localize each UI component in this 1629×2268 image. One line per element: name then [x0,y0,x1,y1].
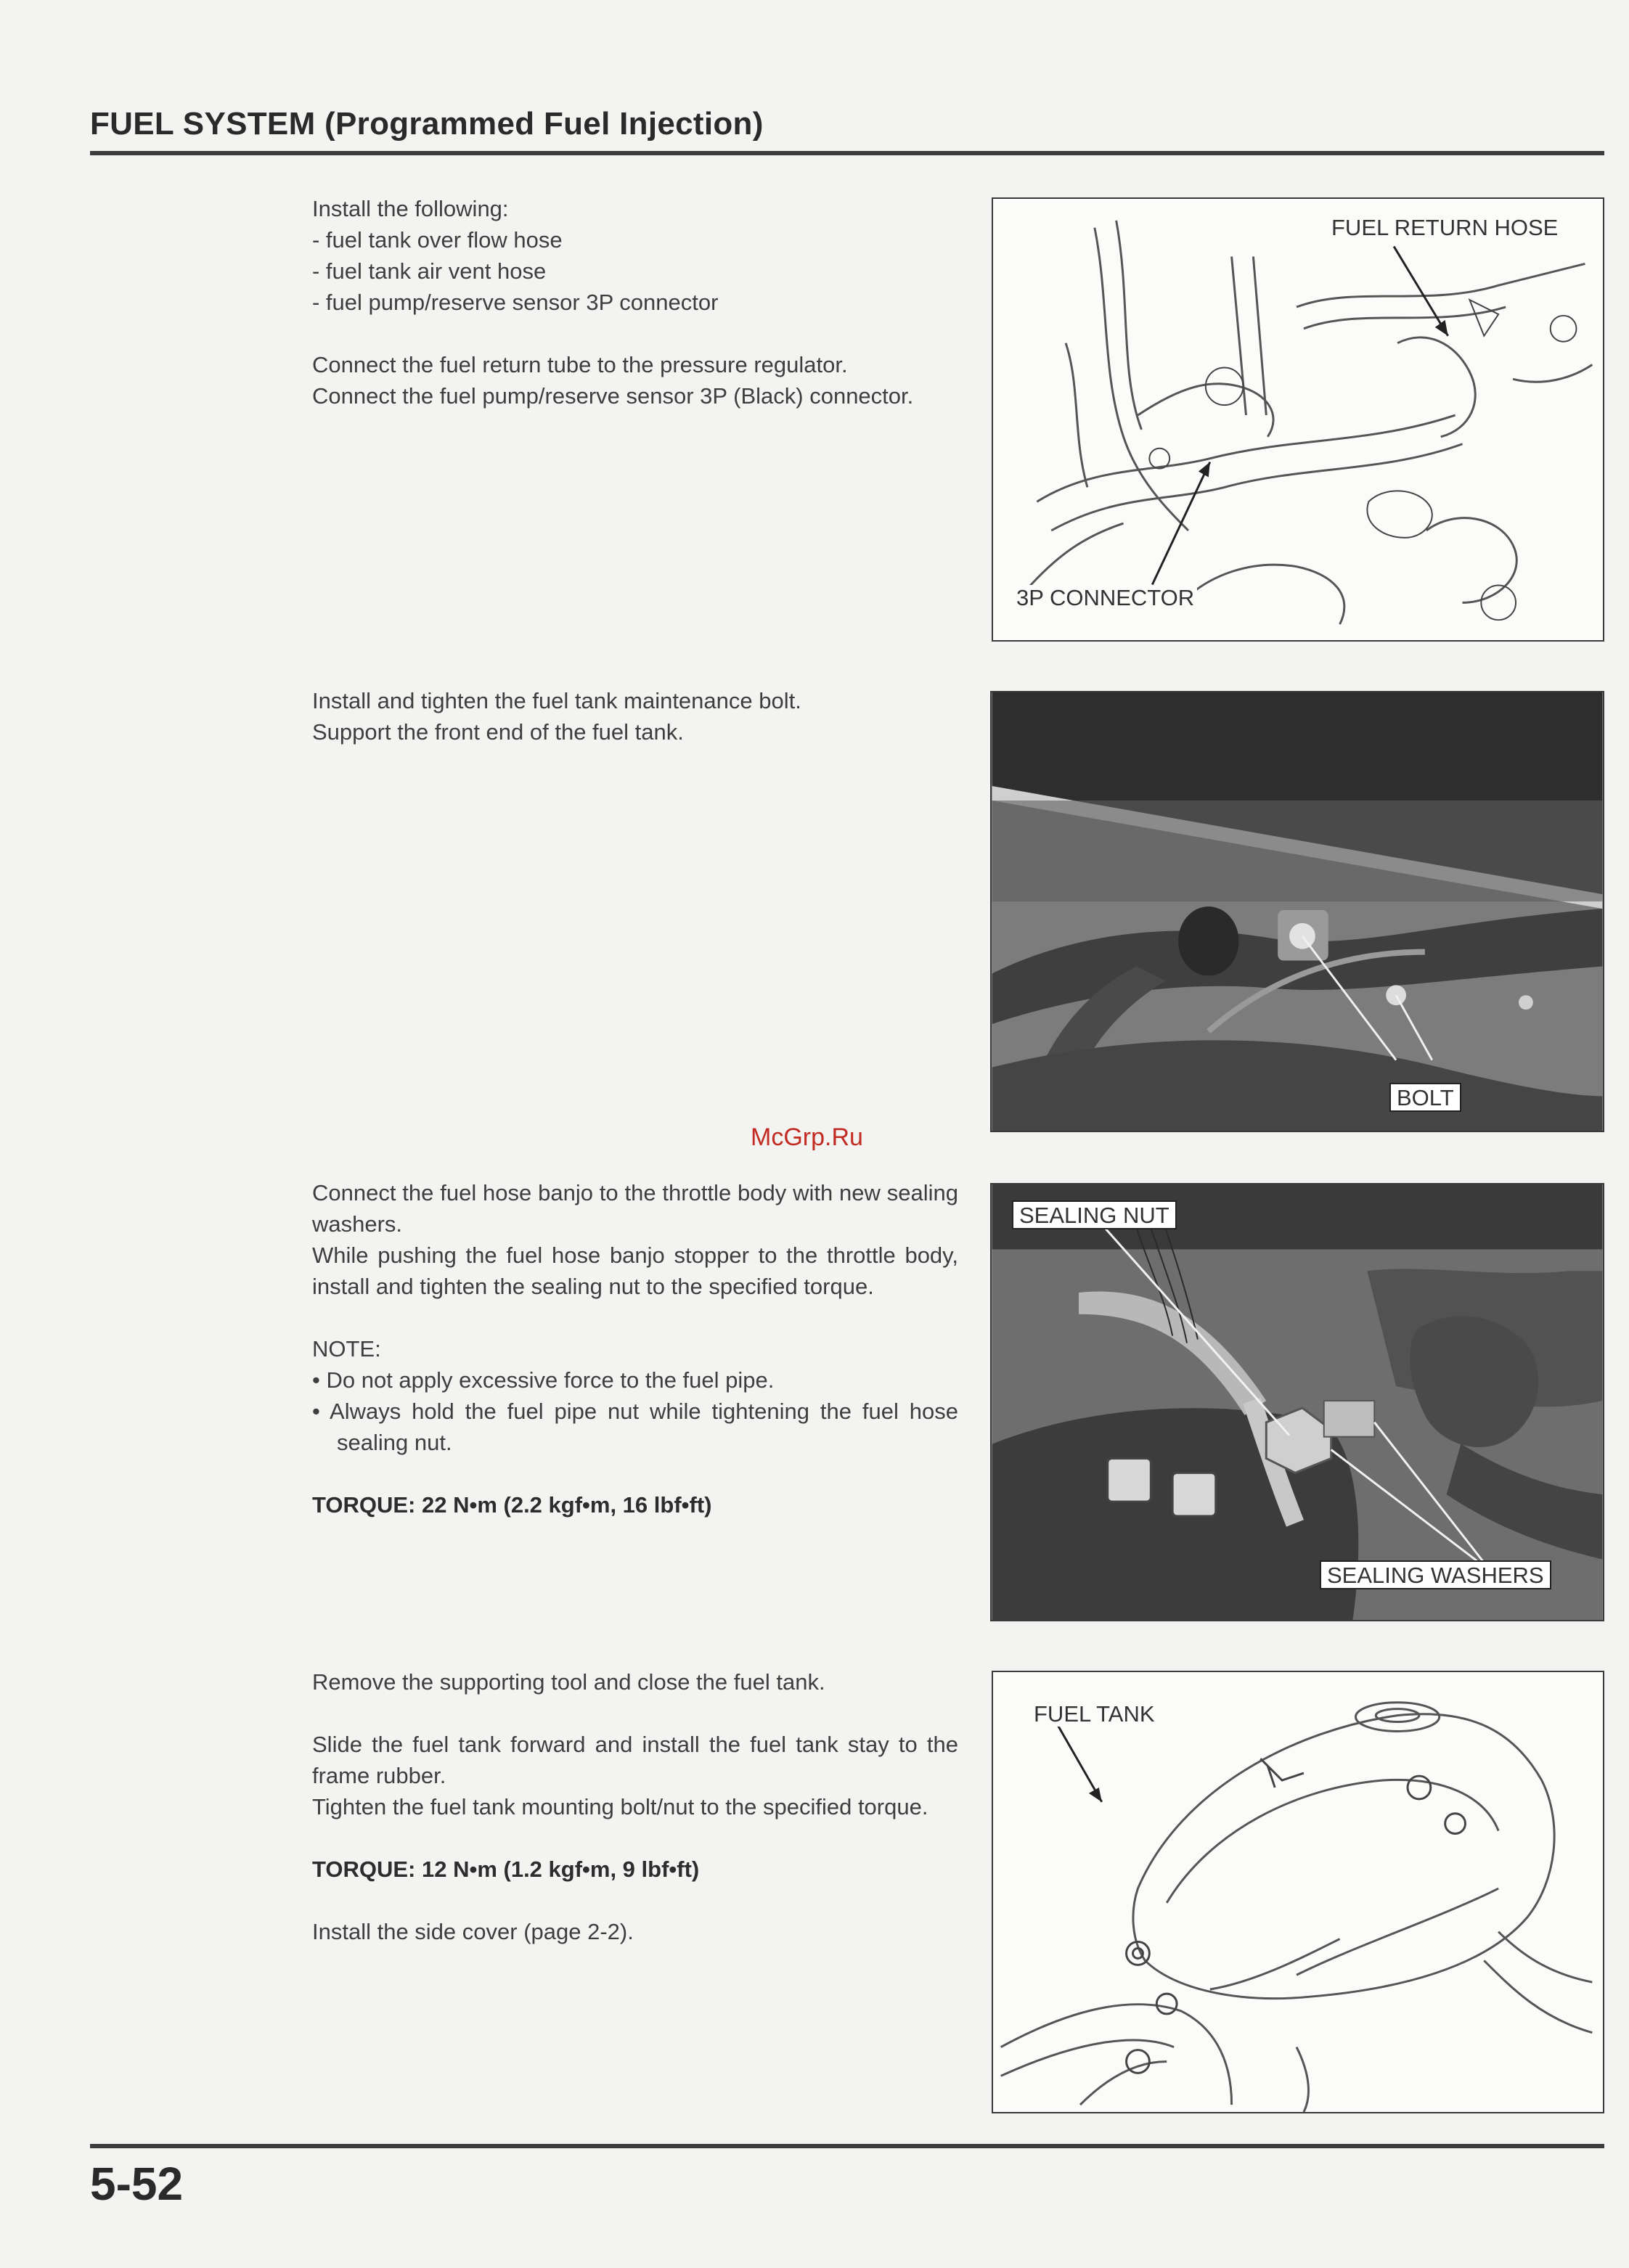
figure-fuel-tank [992,1671,1604,2113]
fuel-tank-drawing [993,1672,1603,2112]
maintenance-bolt-photo [992,692,1603,1131]
connect-return-tube-text: Connect the fuel return tube to the pressure regulator. [312,352,848,377]
note-label: NOTE: [312,1336,381,1362]
note-list [312,1364,958,1458]
support-front-end-text: Support the front end of the fuel tank. [312,719,684,745]
torque-spec-sealing-nut: TORQUE: 22 N•m (2.2 kgf•m, 16 lbf•ft) [312,1492,712,1518]
fuel-return-hose-drawing [993,199,1603,640]
torque-spec-mounting-bolt: TORQUE: 12 N•m (1.2 kgf•m, 9 lbf•ft) [312,1856,700,1882]
install-side-cover-text: Install the side cover (page 2-2). [312,1919,634,1944]
fuel-tank-label: FUEL TANK [1031,1701,1158,1727]
section-4-text [312,1666,958,1947]
header-rule [90,151,1604,155]
note-item: • Do not apply excessive force to the fuel pipe. [312,1367,775,1393]
install-item-air-vent-hose: - fuel tank air vent hose [312,258,547,284]
section-2-text [312,685,958,748]
figure-maintenance-bolt [990,691,1604,1132]
footer-rule [90,2144,1604,2148]
figure-sealing-nut [990,1183,1604,1621]
page-number: 5-52 [90,2158,184,2210]
connect-3p-connector-text: Connect the fuel pump/reserve sensor 3P (Black) connector. [312,383,914,409]
sealing-washers-label: SEALING WASHERS [1320,1560,1551,1589]
fuel-return-hose-label: FUEL RETURN HOSE [1328,215,1561,240]
slide-fuel-tank-text: Slide the fuel tank forward and install the fuel tank stay to the frame rubber. [312,1732,958,1788]
3p-connector-label: 3P CONNECTOR [1013,585,1197,610]
section-3-text [312,1177,958,1520]
install-item-overflow-hose: - fuel tank over flow hose [312,227,563,253]
tighten-mounting-bolt-text: Tighten the fuel tank mounting bolt/nut to the specified torque. [312,1794,928,1819]
sealing-nut-photo [992,1184,1603,1620]
sealing-nut-label: SEALING NUT [1012,1200,1177,1229]
figure-fuel-return-hose [992,197,1604,642]
tighten-maintenance-bolt-text: Install and tighten the fuel tank maintenance bolt. [312,688,801,713]
page-title: FUEL SYSTEM (Programmed Fuel Injection) [90,106,764,142]
watermark-text: McGrp.Ru [751,1123,863,1151]
bolt-label: BOLT [1389,1083,1461,1112]
push-banjo-stopper-text: While pushing the fuel hose banjo stopper to the throttle body, install and tighten the sealing nut to the specified torque. [312,1243,958,1299]
note-item: • Always hold the fuel pipe nut while tightening the fuel hose sealing nut. [312,1399,958,1455]
connect-banjo-text: Connect the fuel hose banjo to the throttle body with new sealing washers. [312,1180,958,1237]
install-item-3p-connector: - fuel pump/reserve sensor 3P connector [312,290,719,315]
remove-supporting-tool-text: Remove the supporting tool and close the fuel tank. [312,1669,825,1695]
install-following-line: Install the following: [312,196,509,221]
section-1-text [312,193,958,412]
